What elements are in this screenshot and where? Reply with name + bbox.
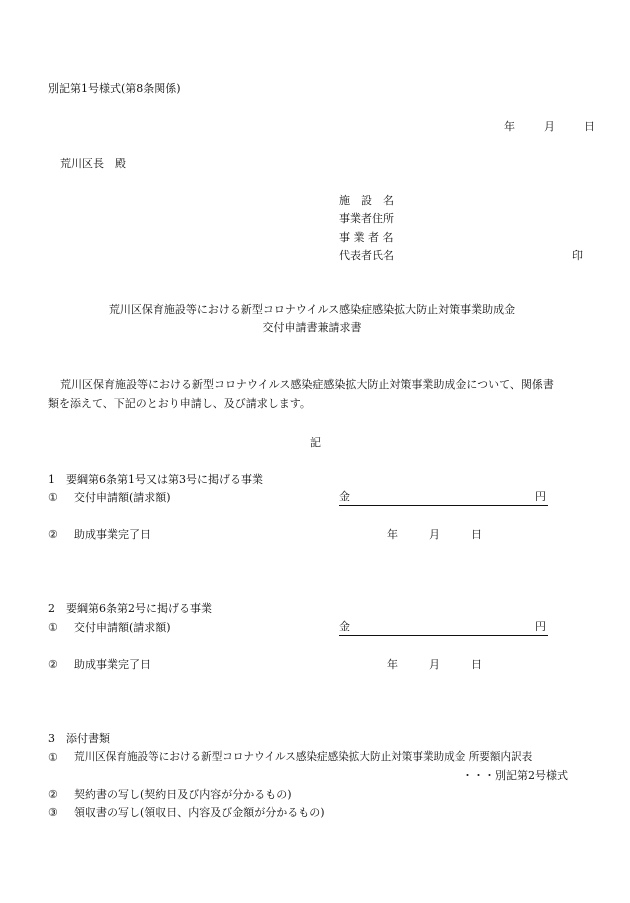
kin-label: 金 — [339, 620, 350, 633]
year-label: 年 — [387, 528, 398, 541]
section3-item2-label: 契約書の写し(契約日及び内容が分かるもの) — [74, 788, 292, 801]
body-text-line1: 荒川区保育施設等における新型コロナウイルス感染症感染拡大防止対策事業助成金について、関係書 — [60, 378, 554, 391]
section2-item1-number: ① — [48, 621, 58, 634]
ki-marker: 記 — [310, 436, 321, 449]
section2-heading: 2 要綱第6条第2号に掲げる事業 — [48, 602, 212, 615]
section2-amount-field — [339, 620, 548, 636]
en-label: 円 — [535, 490, 546, 503]
day-label: 日 — [471, 528, 482, 541]
facility-name-label: 施 設 名 — [339, 194, 394, 207]
section1-item2-number: ② — [48, 528, 58, 541]
section3-heading: 3 添付書類 — [48, 732, 110, 745]
kin-label: 金 — [339, 490, 350, 503]
month-label: 月 — [429, 658, 440, 671]
section2-item1-label: 交付申請額(請求額) — [74, 621, 171, 634]
en-label: 円 — [535, 620, 546, 633]
section1-item1-number: ① — [48, 491, 58, 504]
section3-item1-number: ① — [48, 751, 58, 764]
section3-item1-label: 荒川区保育施設等における新型コロナウイルス感染症感染拡大防止対策事業助成金 所要額内訳表 — [74, 751, 533, 763]
date-day: 日 — [584, 120, 595, 133]
section3-item1-reference: ・・・別記第2号様式 — [462, 769, 568, 782]
section2-item2-number: ② — [48, 658, 58, 671]
section3-item3-number: ③ — [48, 806, 58, 819]
section1-item2-label: 助成事業完了日 — [74, 528, 151, 541]
seal-mark: 印 — [572, 249, 583, 262]
section1-completion-date — [387, 528, 482, 542]
date-month: 月 — [544, 120, 555, 133]
business-name-label: 事 業 者 名 — [339, 231, 394, 244]
addressee: 荒川区長 殿 — [60, 157, 126, 170]
business-address-label: 事業者住所 — [339, 212, 394, 225]
day-label: 日 — [471, 658, 482, 671]
month-label: 月 — [429, 528, 440, 541]
document-subtitle: 交付申請書兼請求書 — [262, 321, 362, 334]
section2-completion-date — [387, 658, 482, 672]
document-title: 荒川区保育施設等における新型コロナウイルス感染症感染拡大防止対策事業助成金 — [108, 303, 516, 316]
section1-item1-label: 交付申請額(請求額) — [74, 491, 171, 504]
section1-amount-field — [339, 490, 548, 506]
submission-date — [504, 120, 595, 134]
body-text-line2: 類を添えて、下記のとおり申請し、及び請求します。 — [48, 397, 311, 410]
section2-item2-label: 助成事業完了日 — [74, 658, 151, 671]
year-label: 年 — [387, 658, 398, 671]
section1-heading: 1 要綱第6条第1号又は第3号に掲げる事業 — [48, 473, 263, 486]
date-year: 年 — [504, 120, 515, 133]
representative-label: 代表者氏名 — [339, 249, 394, 262]
section3-item2-number: ② — [48, 788, 58, 801]
section3-item3-label: 領収書の写し(領収日、内容及び金額が分かるもの) — [74, 806, 325, 819]
form-number: 別記第1号様式(第8条関係) — [48, 82, 181, 95]
